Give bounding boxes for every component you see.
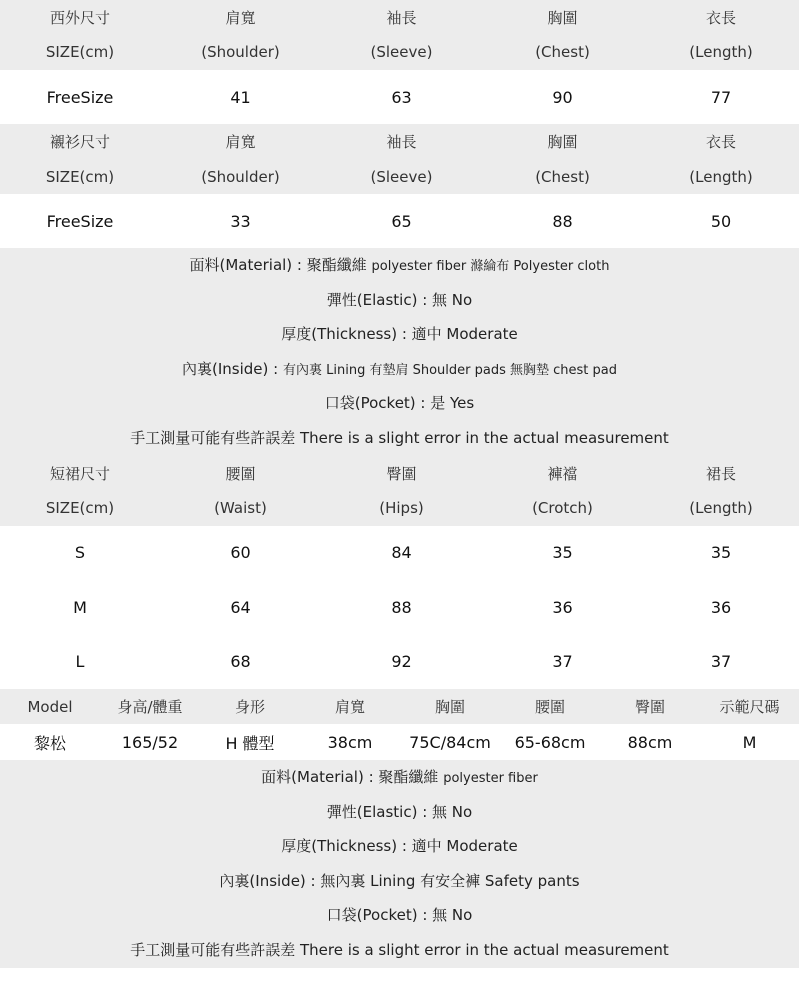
- shirt-header-row: [0, 124, 799, 159]
- skirt-header-row: [0, 456, 799, 491]
- header-cell: (Hips): [379, 499, 424, 518]
- header-cell: 腰圍: [225, 464, 256, 483]
- header-cell: 臀圍: [634, 698, 665, 717]
- header-cell: 襯衫尺寸: [49, 133, 110, 151]
- header-cell: (Chest): [535, 43, 590, 61]
- size-cell: M: [73, 597, 87, 617]
- header-cell: 西外尺寸: [49, 8, 110, 27]
- elastic-line: 彈性(Elastic) : 無 No: [326, 290, 473, 309]
- material-value: polyester fiber 滌綸布 Polyester cloth: [371, 259, 610, 274]
- value-cell: 88: [391, 597, 412, 617]
- value-cell: 41: [230, 87, 251, 107]
- elastic-line: 彈性(Elastic) : 無 No: [326, 802, 473, 821]
- header-cell: (Length): [689, 43, 753, 61]
- size-cell: L: [75, 652, 85, 672]
- header-cell: 短裙尺寸: [49, 464, 110, 483]
- table-row: [0, 724, 799, 760]
- value-cell: 36: [710, 597, 732, 617]
- value-cell: 65: [391, 211, 412, 231]
- value-cell: H 體型: [225, 733, 275, 753]
- value-cell: 60: [230, 543, 251, 563]
- header-cell: 褲襠: [547, 464, 578, 483]
- size-cell: S: [74, 543, 86, 563]
- jacket-size-table: [0, 0, 799, 124]
- error-note: 手工測量可能有些許誤差 There is a slight error in the actual measurement: [130, 941, 669, 960]
- skirt-subheader-row: [0, 491, 799, 526]
- header-cell: 肩寬: [225, 133, 256, 151]
- material-label: 面料(Material) : 聚酯纖維: [261, 768, 439, 787]
- table-row: [0, 635, 799, 690]
- header-cell: 衣長: [705, 8, 736, 27]
- jacket-header-row: [0, 0, 799, 34]
- header-cell: 袖長: [386, 133, 417, 151]
- value-cell: 50: [710, 211, 732, 231]
- shirt-size-table: [0, 124, 799, 248]
- value-cell: 38cm: [327, 732, 373, 752]
- inside-line: [0, 352, 799, 387]
- model-header-row: [0, 689, 799, 724]
- header-cell: (Waist): [214, 499, 267, 518]
- header-cell: 袖長: [386, 8, 417, 27]
- value-cell: 65-68cm: [514, 732, 586, 752]
- header-cell: 衣長: [705, 133, 736, 151]
- value-cell: 88: [552, 211, 573, 231]
- error-note: 手工測量可能有些許誤差 There is a slight error in the actual measurement: [130, 428, 669, 447]
- header-cell: 肩寬: [225, 8, 256, 27]
- value-cell: 35: [710, 543, 732, 563]
- skirt-size-table: [0, 456, 799, 690]
- value-cell: 90: [552, 87, 573, 107]
- material-line: [0, 248, 799, 283]
- header-cell: 示範尺碼: [719, 698, 780, 717]
- value-cell: 64: [230, 597, 251, 617]
- value-cell: 88cm: [627, 732, 673, 752]
- jacket-subheader-row: [0, 34, 799, 70]
- pocket-line: 口袋(Pocket) : 是 Yes: [324, 394, 475, 413]
- value-cell: 84: [391, 543, 412, 563]
- skirt-fabric-info: [0, 760, 799, 968]
- value-cell: 33: [230, 211, 251, 231]
- header-cell: (Chest): [535, 167, 590, 186]
- header-cell: 裙長: [705, 464, 736, 483]
- model-name: 黎松: [33, 733, 66, 753]
- value-cell: 37: [710, 652, 732, 672]
- table-row: [0, 526, 799, 581]
- header-cell: 肩寬: [334, 698, 365, 717]
- header-cell: (Shoulder): [201, 167, 280, 186]
- header-cell: 胸圍: [434, 698, 465, 717]
- pocket-line: 口袋(Pocket) : 無 No: [326, 906, 473, 925]
- value-cell: 68: [230, 652, 251, 672]
- header-cell: (Sleeve): [370, 43, 433, 61]
- model-table: [0, 689, 799, 760]
- header-cell: (Crotch): [532, 499, 593, 518]
- header-cell: 腰圍: [534, 698, 565, 717]
- thickness-line: 厚度(Thickness) : 適中 Moderate: [281, 837, 518, 856]
- material-value: polyester fiber: [443, 771, 538, 787]
- header-cell: SIZE(cm): [45, 167, 115, 186]
- table-row: [0, 194, 799, 248]
- header-cell: (Shoulder): [201, 43, 280, 61]
- value-cell: 92: [391, 652, 412, 672]
- material-line: [0, 760, 799, 795]
- value-cell: 35: [552, 543, 573, 563]
- value-cell: 77: [710, 87, 732, 107]
- size-cell: FreeSize: [46, 211, 114, 231]
- size-cell: FreeSize: [46, 87, 114, 107]
- header-cell: 身高/體重: [117, 698, 183, 717]
- value-cell: 63: [391, 87, 412, 107]
- header-cell: SIZE(cm): [45, 43, 115, 61]
- table-row: [0, 580, 799, 635]
- inside-line: 內裏(Inside) : 無內裏 Lining 有安全褲 Safety pants: [219, 871, 580, 890]
- header-cell: 身形: [234, 698, 265, 717]
- header-cell: 臀圍: [386, 464, 417, 483]
- table-row: [0, 70, 799, 124]
- header-cell: (Length): [689, 167, 753, 186]
- material-label: 面料(Material) : 聚酯纖維: [189, 256, 367, 274]
- value-cell: 36: [552, 597, 573, 617]
- header-cell: (Sleeve): [370, 167, 433, 186]
- inside-value: 有內裏 Lining 有墊肩 Shoulder pads 無胸墊 chest pad: [283, 362, 617, 378]
- shirt-subheader-row: [0, 159, 799, 194]
- header-cell: 胸圍: [547, 8, 578, 27]
- inside-label: 內裏(Inside) :: [182, 359, 279, 378]
- header-cell: Model: [27, 697, 73, 716]
- top-fabric-info: [0, 248, 799, 456]
- value-cell: 75C/84cm: [409, 732, 491, 752]
- header-cell: SIZE(cm): [45, 499, 115, 518]
- header-cell: (Length): [689, 499, 753, 518]
- value-cell: 37: [552, 652, 573, 672]
- header-cell: 胸圍: [547, 133, 578, 151]
- value-cell: M: [742, 732, 757, 752]
- thickness-line: 厚度(Thickness) : 適中 Moderate: [281, 325, 518, 344]
- value-cell: 165/52: [121, 732, 179, 752]
